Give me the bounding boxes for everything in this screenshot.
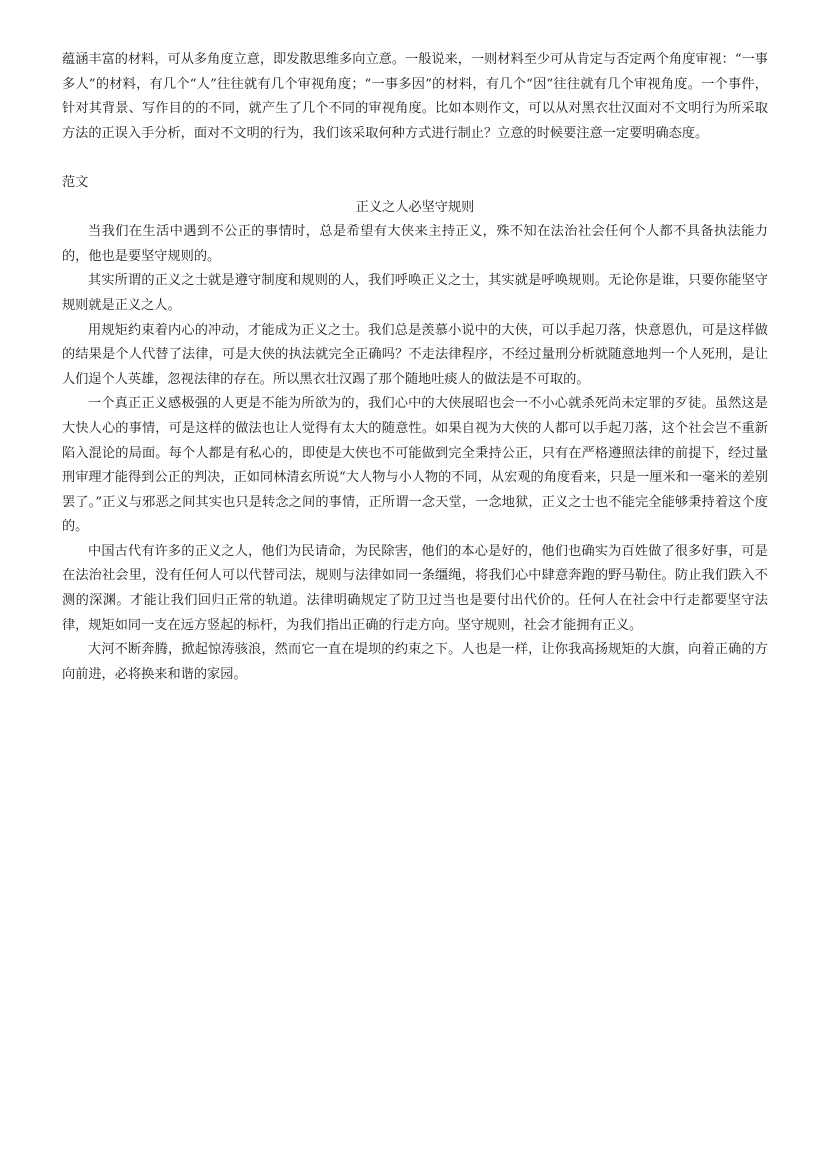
essay-paragraph-2: 其实所谓的正义之士就是遵守制度和规则的人，我们呼唤正义之士，其实就是呼唤规则。无论你是谁，只要你能坚守规则就是正义之人。 bbox=[62, 273, 768, 313]
essay-title: 正义之人必坚守规则 bbox=[355, 199, 475, 215]
essay-paragraph-4: 一个真正正义感极强的人更是不能为所欲为的，我们心中的大侠展昭也会一不小心就杀死尚未定罪的歹徒。虽然这是大快人心的事情，可是这样的做法也让人觉得有太大的随意性。如果自视为大侠的人都可以手起刀落，这个社会岂不重新陷入混论的局面。每个人都是有私心的，即使是大侠也不可能做到完全秉持公正，只有在严格遵照法律的前提下，经过量刑审理才能得到公正的判决，正如同林清玄所说“大人物与小人物的不同，从宏观的角度看来，只是一厘米和一毫米的差别罢了。”正义与邪恶之间其实也只是转念之间的事情，正所谓一念天堂，一念地狱，正义之士也不能完全能够秉持着这个度的。 bbox=[62, 396, 768, 535]
document-page bbox=[62, 48, 768, 687]
essay-paragraph-6: 大河不断奔腾，掀起惊涛骇浪，然而它一直在堤坝的约束之下。人也是一样，让你我高扬规矩的大旗，向着正确的方向前进，必将换来和谐的家园。 bbox=[62, 642, 768, 682]
model-essay-label: 范文 bbox=[62, 174, 89, 190]
spacer bbox=[62, 146, 768, 171]
intro-paragraph: 蕴涵丰富的材料，可从多角度立意，即发散思维多向立意。一般说来，一则材料至少可从肯定与否定两个角度审视：“一事多人”的材料，有几个“人”往往就有几个审视角度；“一事多因”的材料，有几个“因”往往就有几个审视角度。一个事件，针对其背景、写作目的的不同，就产生了几个不同的审视角度。比如本则作文，可以从对黑衣壮汉面对不文明行为所采取方法的正误入手分析，面对不文明的行为，我们该采取何种方式进行制止？立意的时候要注意一定要明确态度。 bbox=[62, 52, 768, 141]
essay-paragraph-5: 中国古代有许多的正义之人，他们为民请命，为民除害，他们的本心是好的，他们也确实为百姓做了很多好事，可是在法治社会里，没有任何人可以代替司法，规则与法律如同一条缰绳，将我们心中肆意奔跑的野马勒住。防止我们跌入不测的深渊。才能让我们回归正常的轨道。法律明确规定了防卫过当也是要付出代价的。任何人在社会中行走都要坚守法律，规矩如同一支在远方竖起的标杆，为我们指出正确的行走方向。坚守规则，社会才能拥有正义。 bbox=[62, 543, 768, 633]
essay-paragraph-1: 当我们在生活中遇到不公正的事情时，总是希望有大侠来主持正义，殊不知在法治社会任何个人都不具备执法能力的，他也是要坚守规则的。 bbox=[62, 224, 768, 264]
essay-paragraph-3: 用规矩约束着内心的冲动，才能成为正义之士。我们总是羡慕小说中的大侠，可以手起刀落，快意恩仇，可是这样做的结果是个人代替了法律，可是大侠的执法就完全正确吗？不走法律程序，不经过量刑分析就随意地判一个人死刑，是让人们逞个人英雄，忽视法律的存在。所以黑衣壮汉踢了那个随地吐痰人的做法是不可取的。 bbox=[62, 322, 768, 387]
